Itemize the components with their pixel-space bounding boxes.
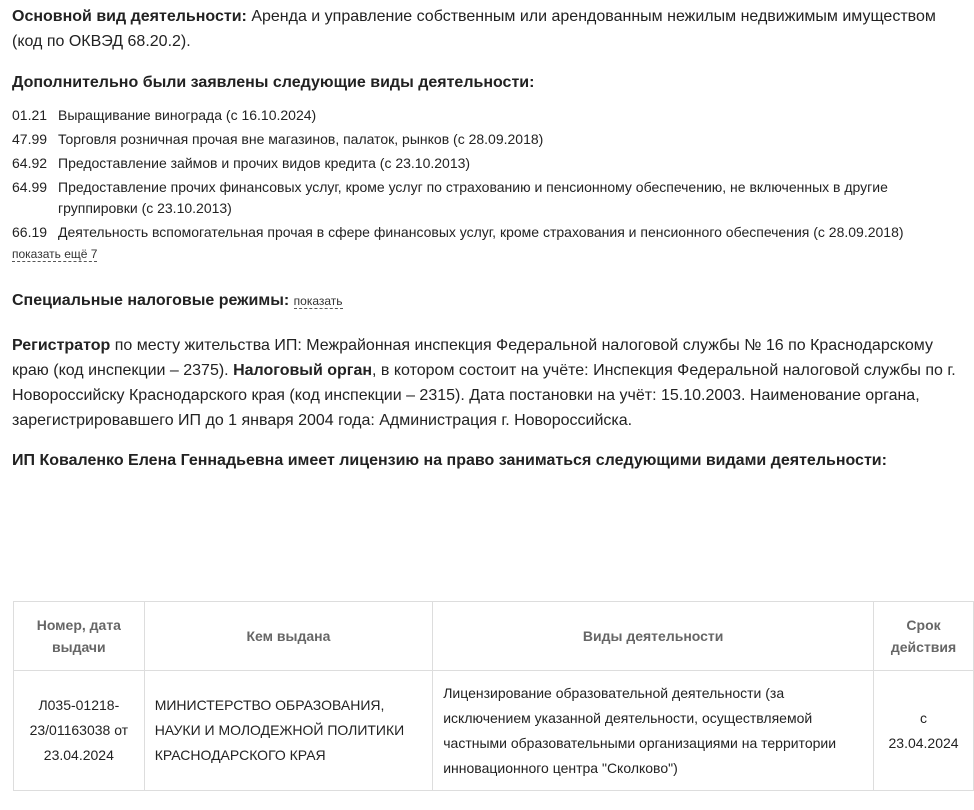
col-number: Номер, дата выдачи: [14, 602, 145, 671]
okved-code: 64.99: [12, 179, 48, 195]
tax-regimes-show-link[interactable]: показать: [293, 294, 343, 308]
okved-item: [12, 177, 962, 219]
license-table-header: [14, 602, 974, 671]
main-activity-label: Основной вид деятельности:: [12, 8, 247, 25]
okved-code: 64.92: [12, 155, 48, 171]
okved-text: Деятельность вспомогательная прочая в сфере финансовых услуг, кроме страхования и пенсионного обеспечения (с 28.09.2018): [58, 224, 904, 240]
tax-authority-text: , в котором состоит на учёте: Инспекция Федеральной налоговой службы по г. Новороссийску Краснодарского края (код инспекции – 2315). Дата постановки на учёт: 15.10.2003. Наименование органа, зарегистрировавшего ИП до 1 января 2004 года: Администрация г. Новороссийска.: [12, 362, 956, 429]
show-more-link[interactable]: показать ещё 7: [12, 247, 98, 261]
okved-text: Предоставление займов и прочих видов кредита (с 23.10.2013): [58, 155, 471, 171]
tax-authority-label: Налоговый орган: [233, 362, 373, 379]
okved-text: Выращивание винограда (с 16.10.2024): [58, 107, 317, 123]
okved-item: [12, 222, 962, 243]
tax-regimes-label: Специальные налоговые режимы:: [12, 292, 290, 309]
col-activities: Виды деятельности: [433, 602, 874, 671]
license-heading: ИП Коваленко Елена Геннадьевна имеет лицензию на право заниматься следующими видами деятельности:: [12, 452, 887, 469]
table-row: [14, 671, 974, 791]
okved-list: [12, 105, 974, 243]
col-term: Срок действия: [874, 602, 974, 671]
license-issuer: МИНИСТЕРСТВО ОБРАЗОВАНИЯ, НАУКИ И МОЛОДЕЖНОЙ ПОЛИТИКИ КРАСНОДАРСКОГО КРАЯ: [144, 671, 433, 791]
okved-item: [12, 153, 962, 174]
okved-text: Торговля розничная прочая вне магазинов, палаток, рынков (с 28.09.2018): [58, 131, 544, 147]
license-activities: Лицензирование образовательной деятельности (за исключением указанной деятельности, осуществляемой частными образовательными организациями на территории инновационного центра "Сколково"): [433, 671, 874, 791]
okved-code: 66.19: [12, 224, 48, 240]
registrar-text: по месту жительства ИП: Межрайонная инспекция Федеральной налоговой службы № 16 по Краснодарскому краю (код инспекции – 2375).: [12, 337, 933, 379]
license-number: Л035-01218-23/01163038 от 23.04.2024: [14, 671, 145, 791]
main-activity: [12, 4, 962, 54]
tax-regimes: [12, 289, 974, 313]
license-table: [13, 601, 974, 791]
okved-item: [12, 105, 962, 126]
main-activity-text: Аренда и управление собственным или арендованным нежилым недвижимым имуществом (код по ОКВЭД 68.20.2).: [12, 8, 936, 50]
registrar-info: [12, 333, 962, 433]
col-issuer: Кем выдана: [144, 602, 433, 671]
registrar-label: Регистратор: [12, 337, 111, 354]
okved-code: 47.99: [12, 131, 48, 147]
okved-item: [12, 129, 962, 150]
additional-activities-heading: Дополнительно были заявлены следующие виды деятельности:: [12, 74, 535, 91]
okved-text: Предоставление прочих финансовых услуг, кроме услуг по страхованию и пенсионному обеспечению, не включенных в другие группировки (с 23.10.2013): [58, 179, 888, 216]
license-term: с 23.04.2024: [874, 671, 974, 791]
okved-code: 01.21: [12, 107, 48, 123]
